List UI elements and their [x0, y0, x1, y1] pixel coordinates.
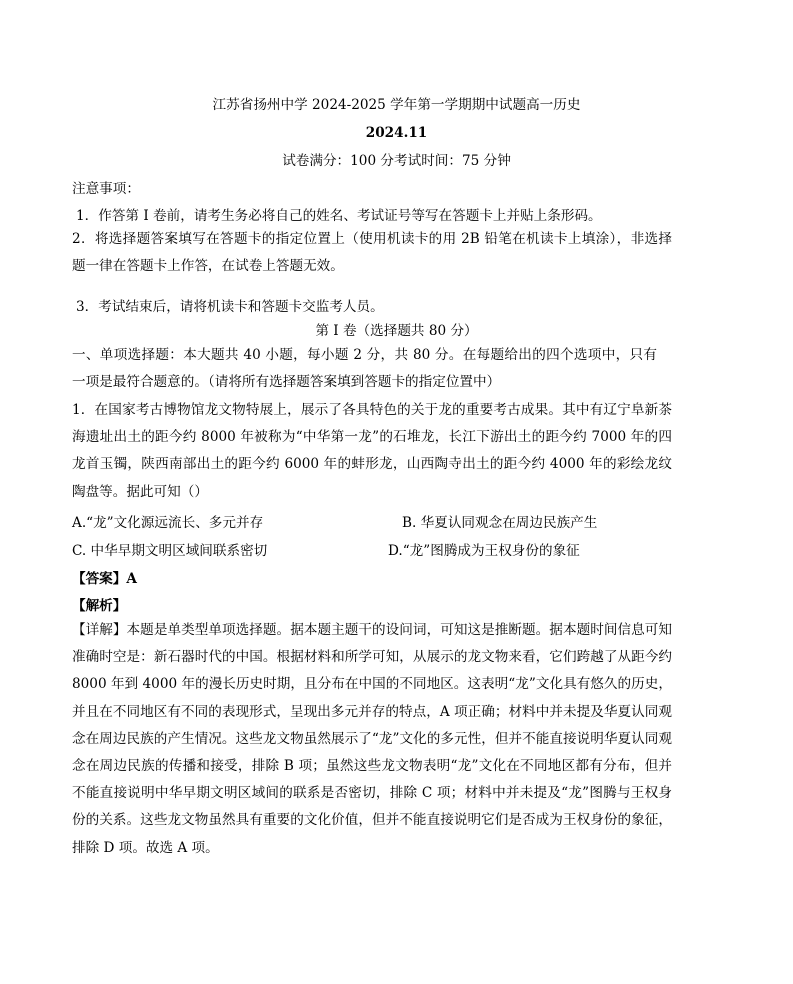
option-b: B. 华夏认同观念在周边民族产生	[402, 515, 598, 531]
option-a: A.“龙”文化源远流长、多元并存	[72, 515, 264, 531]
exam-title: 江苏省扬州中学 2024-2025 学年第一学期期中试题高一历史	[212, 97, 581, 113]
exam-date: 2024.11	[365, 125, 428, 141]
analysis-label: 【解析】	[72, 598, 127, 614]
section-instruction: 一、单项选择题：本大题共 40 小题，每小题 2 分，共 80 分。在每题给出的四个选项中，只有一项是最符合题意的。（请将所有选择题答案填到答题卡的指定位置中）	[72, 347, 657, 391]
exam-score-time: 试卷满分：100 分考试时间：75 分钟	[282, 153, 511, 169]
section-title: 第 I 卷（选择题共 80 分）	[315, 323, 478, 339]
notice-item-3: 3．考试结束后，请将机读卡和答题卡交监考人员。	[76, 299, 384, 315]
option-d: D.“龙”图腾成为王权身份的象征	[388, 543, 580, 559]
notice-item-2: 2．将选择题答案填写在答题卡的指定位置上（使用机读卡的用 2B 铅笔在机读卡上填涂），非选择题一律在答题卡上作答，在试卷上答题无效。	[72, 231, 672, 275]
question-stem: 1．在国家考古博物馆龙文物特展上，展示了各具特色的关于龙的重要考古成果。其中有辽宁阜新茶海遗址出土的距今约 8000 年被称为“中华第一龙”的石堆龙，长江下游出土的距今约 7000 年的四龙首玉镯，陕西南部出土的距今约 6000 年的蚌形龙，山西陶寺出土的距今约 4000 年的彩绘龙纹陶盘等。据此可知（）	[72, 402, 672, 500]
option-c: C. 中华早期文明区域间联系密切	[72, 543, 268, 559]
detail-explanation: 【详解】本题是单类型单项选择题。据本题主题干的设问词，可知这是推断题。据本题时间信息可知准确时空是：新石器时代的中国。根据材料和所学可知，从展示的龙文物来看，它们跨越了从距今约 8000 年到 4000 年的漫长历史时期，且分布在中国的不同地区。这表明“龙”文化具有悠久的历史，并且在不同地区有不同的表现形式，呈现出多元并存的特点，A 项正确；材料中并未提及华夏认同观念在周边民族的产生情况。这些龙文物虽然展示了“龙”文化的多元性，但并不能直接说明华夏认同观念在周边民族的传播和接受，排除 B 项；虽然这些龙文物表明“龙”文化在不同地区都有分布，但并不能直接说明中华早期文明区域间的联系是否密切，排除 C 项；材料中并未提及“龙”图腾与王权身份的关系。这些龙文物虽然具有重要的文化价值，但并不能直接说明它们是否成为王权身份的象征，排除 D 项。故选 A 项。	[72, 622, 672, 856]
answer-label: 【答案】A	[72, 571, 137, 587]
notice-heading: 注意事项：	[72, 181, 140, 197]
notice-item-1: 1．作答第 I 卷前，请考生务必将自己的姓名、考试证号等写在答题卡上并贴上条形码。	[76, 208, 602, 224]
